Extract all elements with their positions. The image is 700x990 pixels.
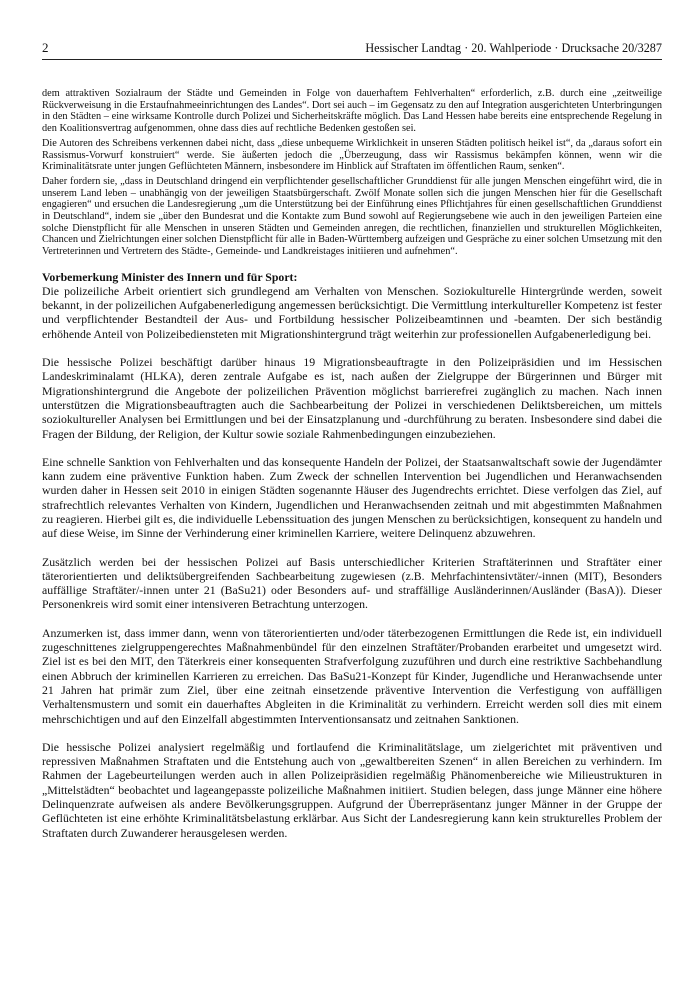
page-number: 2	[42, 40, 49, 55]
intro-paragraph-2: Die Autoren des Schreibens verkennen dabei nicht, dass „diese unbequeme Wirklichkeit in unseren Städten politisch heikel ist“, da „daraus sofort ein Rassismus-Vorwurf konstruiert“ werde. Sie äußerten jedoch die „Überzeugung, dass wir Rassismus bekämpfen können, wenn wir die Kriminalitätsrate unter jungen Geflüchteten Männern, insbesondere im Hinblick auf Straftaten im öffentlichen Raum, senken“.	[42, 137, 662, 173]
intro-paragraph-3: Daher fordern sie, „dass in Deutschland dringend ein verpflichtender gesellschaftlicher Grunddienst für alle jungen Menschen eingeführt wird, die in unserem Land leben – unabhängig von der jeweiligen Staatsbürgerschaft. Zwölf Monate sollen sich die jungen Menschen hier für die Gesellschaft engagieren“ und ersuchen die Landesregierung „um die Unterstützung bei der Einführung eines Pflichtjahres für einen gesellschaftlichen Grunddienst in Deutschland“, indem sie „über den Bundesrat und die Kontakte zum Bund sowohl auf Regierungsebene wie auch in den jeweiligen Parteien eine solche Dienstpflicht für alle Menschen in unseren Städten und Gemeinden anregen, die rechtlichen, finanziellen und strukturellen Möglichkeiten, Chancen und Zielrichtungen einer solchen Dienstpflicht für alle in Baden-Württemberg aufzeigen und Gespräche zu einer solchen Umsetzung mit den Vertreterinnen und Vertretern des Städte-, Gemeinde- und Landkreistages initiieren und aufnehmen“.	[42, 175, 662, 258]
body-paragraph-2: Die hessische Polizei beschäftigt darüber hinaus 19 Migrationsbeauftragte in den Polizeipräsidien und im Hessischen Landeskriminalamt (HLKA), deren zentrale Aufgabe es ist, nach außen der Zielgruppe der Bürgerinnen und Bürger mit Migrationshintergrund die Angebote der polizeilichen Prävention möglichst barrierefrei zugänglich zu machen. Nach innen unterstützen die Migrationsbeauftragten auch die Sachbearbeitung der Polizei in verschiedenen Deliktsbereichen, um mittels soziokultureller Analysen bei Ermittlungen und bei der Einsatzplanung und -durchführung zu beraten. Insbesondere sind dabei die Fragen der Bildung, der Religion, der Kultur sowie soziale Rahmenbedingungen einzubeziehen.	[42, 355, 662, 441]
body-paragraph-3: Eine schnelle Sanktion von Fehlverhalten und das konsequente Handeln der Polizei, der Staatsanwaltschaft sowie der Jugendämter kann zudem eine präventive Funktion haben. Zum Zweck der schnellen Intervention bei Jugendlichen und Heranwachsenden wurden daher in Hessen seit 2010 in einigen Städten sogenannte Häuser des Jugendrechts errichtet. Diese verfolgen das Ziel, auf strafrechtlich relevantes Verhalten von Kindern, Jugendlichen und Heranwachsenden zeitnah und mit abgestimmten Maßnahmen zu reagieren. Hierbei gilt es, die individuelle Lebenssituation des jungen Menschen zu berücksichtigen, konsequent zu handeln und auf diese Weise, im Sinne der Verhinderung einer kriminellen Karriere, weitere Delinquenz abzuwehren.	[42, 454, 662, 541]
body-paragraph-6: Die hessische Polizei analysiert regelmäßig und fortlaufend die Kriminalitätslage, um zielgerichtet mit präventiven und repressiven Maßnahmen Straftaten und die Entstehung auch von „gewaltbereiten Szenen“ in allen Bereichen zu verhindern. Im Rahmen der Lagebeurteilungen werden auch in allen Polizeipräsidien regelmäßig Phänomenbereiche wie Milieustrukturen in „Mittelstädten“ beobachtet und lageangepasste polizeiliche Maßnahmen initiiert. Studien belegen, dass junge Männer eine höhere Delinquenzrate aufweisen als andere Bevölkerungsgruppen. Aufgrund der Überrepräsentanz junger Männer in der Gruppe der Geflüchteten ist eine erhöhte Kriminalitätsbelastung erklärbar. Aus Sicht der Landesregierung kann kein strukturelles Problem der Straftaten durch Zuwanderer herausgelesen werden.	[42, 739, 662, 840]
body-paragraph-5: Anzumerken ist, dass immer dann, wenn von täterorientierten und/oder täterbezogenen Ermittlungen die Rede ist, ein individuell zugeschnittenes zielgruppengerechtes Maßnahmenbündel für den einzelnen Straftäter/Probanden erarbeitet und umgesetzt wird. Ziel ist es bei den MIT, den Täterkreis einer konsequenten Strafverfolgung zuzuführen und durch eine restriktive Sachbehandlung einen Abbruch der kriminellen Karrieren zu erreichen. Das BaSu21-Konzept für Kinder, Jugendliche und Heranwachsende unter 21 Jahren hat primär zum Ziel, über eine zeitnah einsetzende präventive Intervention die Verfestigung von auffälligen Verhaltensmustern und somit ein dauerhaftes Abgleiten in die Kriminalität zu verhindern. Erreicht werden soll dies mit einem mehrschichtigen und auf den Einzelfall abgestimmten Interventionsansatz und zeitnahen Sanktionen.	[42, 625, 662, 726]
running-title: Hessischer Landtag · 20. Wahlperiode · Drucksache 20/3287	[365, 41, 662, 55]
document-page	[42, 40, 662, 854]
page-header	[42, 40, 662, 60]
intro-paragraph-1: dem attraktiven Sozialraum der Städte und Gemeinden in Folge von dauerhaftem Fehlverhalten“ erforderlich, z.B. durch eine „zeitweilige Rückverweisung in die Erstaufnahmeeinrichtungen des Landes“. Dort sei auch – im Gegensatz zu den auf Integration ausgerichteten Unterbringungen in den Städten – eine wirksame Kontrolle durch Polizei und Sicherheitskräfte möglich. Das Land Hessen habe bereits eine entsprechende Regelung in den Koalitionsvertrag aufgenommen, ohne dass dies auf rechtliche Bedenken gestoßen sei.	[42, 88, 662, 135]
body-paragraph-1: Die polizeiliche Arbeit orientiert sich grundlegend am Verhalten von Menschen. Soziokulturelle Hintergründe werden, soweit bekannt, in der polizeilichen Aufgabenerledigung angemessen berücksichtigt. Die Vermittlung interkultureller Kompetenz ist fester und verpflichtender Bestandteil der Aus- und Fortbildung hessischer Polizeibeamtinnen und -beamten. Der sich beständig erhöhende Anteil von Polizeibediensteten mit Migrationshintergrund trägt weiterhin zur professionellen Aufgabenerledigung bei.	[42, 283, 662, 341]
section-heading: Vorbemerkung Minister des Innern und für Sport:	[42, 269, 298, 284]
body-paragraph-4: Zusätzlich werden bei der hessischen Polizei auf Basis unterschiedlicher Kriterien Straftäterinnen und Straftäter einer täterorientierten und deliktsübergreifenden Sachbearbeitung zugewiesen (z.B. Mehrfachintensivtäter/-innen (MIT), Besonders auffällige Straftäter/-innen unter 21 (BaSu21) oder Besonders auf- und straffällige Ausländerinnen/Ausländer (BasA)). Dieser Personenkreis wird somit einer intensiveren Betrachtung unterzogen.	[42, 554, 662, 612]
